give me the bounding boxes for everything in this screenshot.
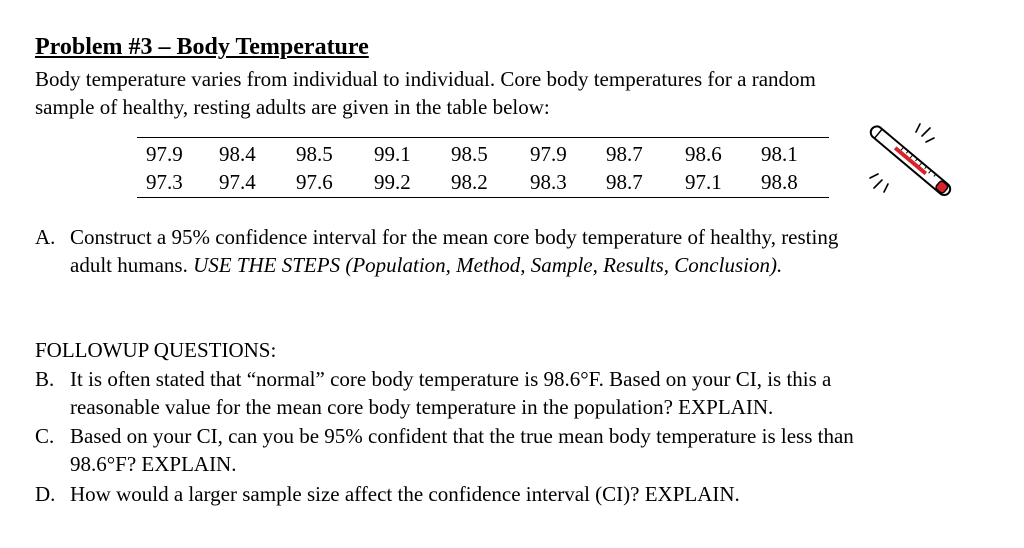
table-cell: 99.1 <box>374 142 411 166</box>
intro-paragraph <box>35 65 985 121</box>
table-cell: 98.4 <box>219 142 256 166</box>
question-a-line-1: Construct a 95% confidence interval for the mean core body temperature of healthy, resting <box>70 225 839 249</box>
table-cell: 98.7 <box>606 142 643 166</box>
question-c-line-1: Based on your CI, can you be 95% confident that the true mean body temperature is less than <box>70 424 854 448</box>
question-a-plain: adult humans. <box>70 253 194 277</box>
table-cell: 98.8 <box>761 170 798 194</box>
question-a-line-2 <box>70 251 1000 279</box>
question-b-line-1: It is often stated that “normal” core body temperature is 98.6°F. Based on your CI, is this a <box>70 367 832 391</box>
question-marker: D. <box>35 482 56 506</box>
question-marker: B. <box>35 367 55 391</box>
table-cell: 97.9 <box>146 142 183 166</box>
temperature-data-table <box>137 137 829 198</box>
table-cell: 98.3 <box>530 170 567 194</box>
thermometer-icon <box>862 122 962 202</box>
question-d-line-1: How would a larger sample size affect the confidence interval (CI)? EXPLAIN. <box>70 482 740 506</box>
table-cell: 98.1 <box>761 142 798 166</box>
question-c-line-2: 98.6°F? EXPLAIN. <box>70 452 237 476</box>
table-cell: 97.3 <box>146 170 183 194</box>
question-b-line-2: reasonable value for the mean core body temperature in the population? EXPLAIN. <box>70 395 774 419</box>
table-cell: 97.9 <box>530 142 567 166</box>
table-cell: 97.4 <box>219 170 256 194</box>
table-row <box>137 138 829 169</box>
question-marker: A. <box>35 225 56 249</box>
table-cell: 97.1 <box>685 170 722 194</box>
intro-line-2: sample of healthy, resting adults are given in the table below: <box>35 95 550 119</box>
table-cell: 98.6 <box>685 142 722 166</box>
problem-title: Problem #3 – Body Temperature <box>35 34 369 60</box>
table-cell: 99.2 <box>374 170 411 194</box>
table-cell: 98.2 <box>451 170 488 194</box>
question-marker: C. <box>35 424 55 448</box>
followup-heading: FOLLOWUP QUESTIONS: <box>35 338 277 362</box>
table-cell: 98.5 <box>296 142 333 166</box>
table-cell: 97.6 <box>296 170 333 194</box>
intro-line-1: Body temperature varies from individual to individual. Core body temperatures for a random <box>35 67 816 91</box>
table-cell: 98.5 <box>451 142 488 166</box>
table-cell: 98.7 <box>606 170 643 194</box>
table-row <box>137 168 829 198</box>
question-a-steps: USE THE STEPS (Population, Method, Sample, Results, Conclusion). <box>193 253 783 277</box>
